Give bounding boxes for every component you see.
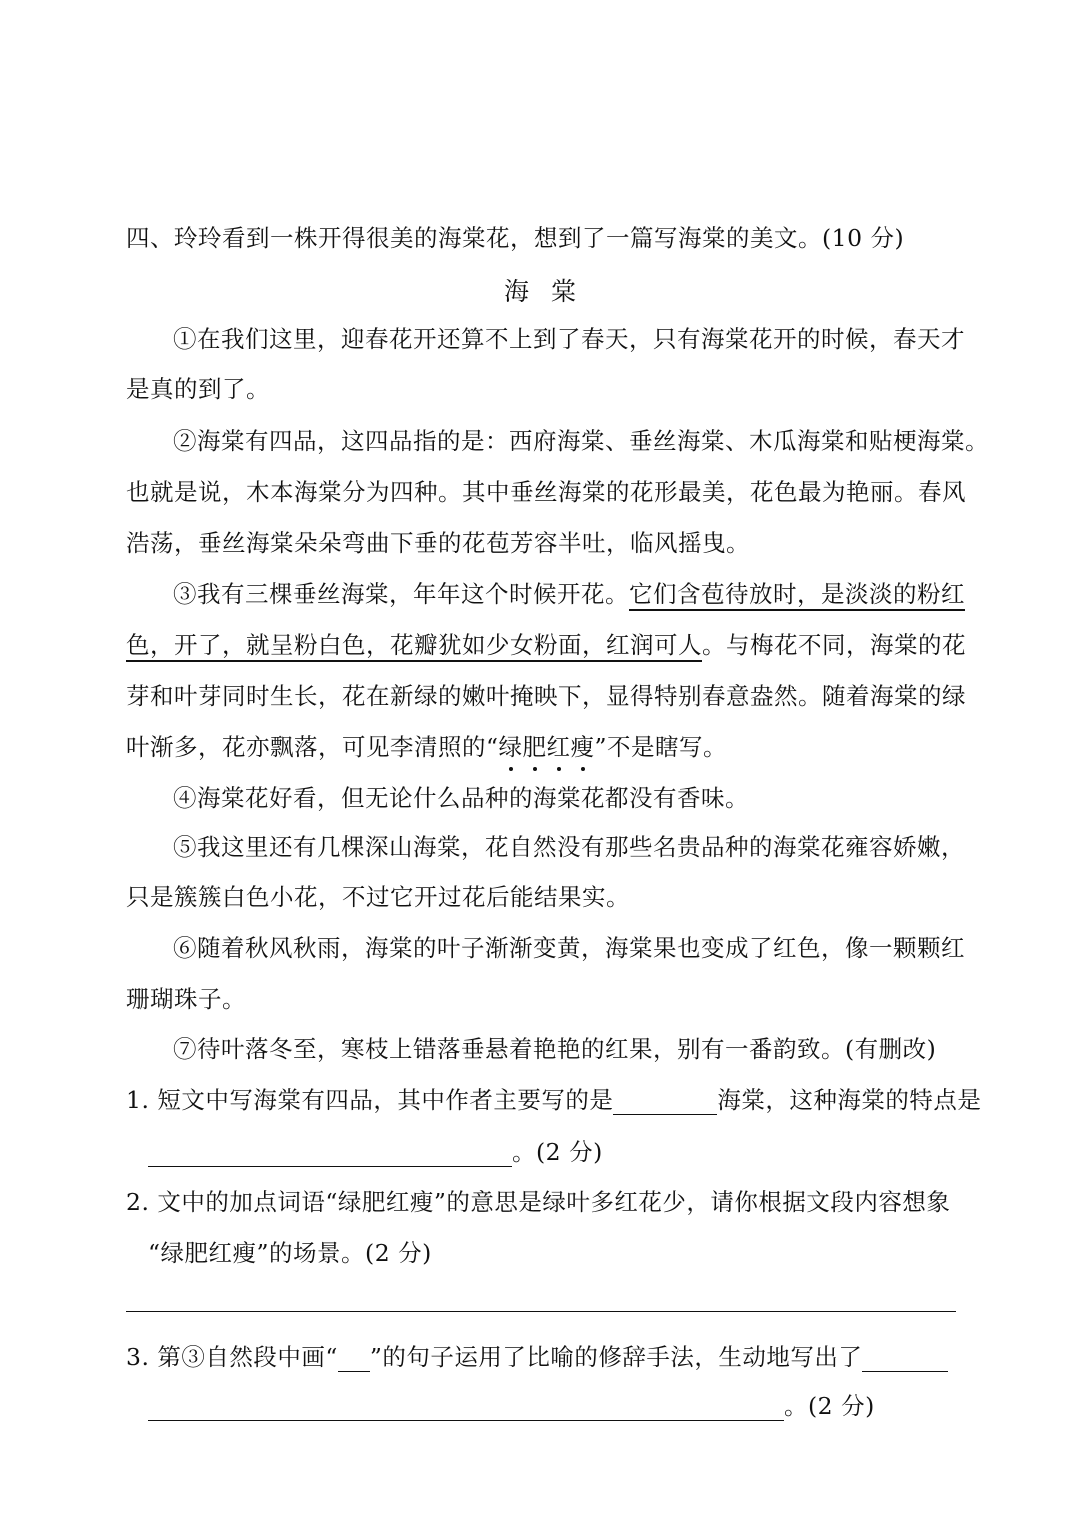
question-3-points: 。(2 分)	[784, 1392, 875, 1420]
underline-sample	[338, 1345, 370, 1372]
paragraph-4-line-1: ④海棠花好看，但无论什么品种的海棠花都没有香味。	[173, 784, 749, 812]
paragraph-2-line-3: 浩荡，垂丝海棠朵朵弯曲下垂的花苞芳容半吐，临风摇曳。	[126, 529, 750, 557]
question-2-line-2: “绿肥红瘦”的场景。(2 分)	[148, 1239, 432, 1267]
question-2-line-1: 2. 文中的加点词语“绿肥红瘦”的意思是绿叶多红花少，请你根据文段内容想象	[126, 1188, 951, 1216]
paragraph-3-line-2	[126, 630, 966, 660]
section-heading: 四、玲玲看到一株开得很美的海棠花，想到了一篇写海棠的美文。(10 分)	[126, 224, 905, 252]
paragraph-3-text: ”不是瞎写。	[594, 733, 728, 761]
question-1-points: 。(2 分)	[512, 1138, 603, 1166]
dotted-char: 绿	[498, 733, 523, 761]
paragraph-3-line-3: 芽和叶芽同时生长，花在新绿的嫩叶掩映下，显得特别春意盎然。随着海棠的绿	[126, 682, 966, 710]
paragraph-3-text: 叶渐多，花亦飘落，可见李清照的“	[126, 733, 499, 761]
dotted-char: 瘦	[570, 733, 595, 761]
dotted-char: 肥	[522, 733, 547, 761]
paragraph-5-line-2: 只是簇簇白色小花，不过它开过花后能结果实。	[126, 883, 630, 911]
answer-blank[interactable]	[148, 1140, 512, 1167]
underlined-sentence-part-1: 它们含苞待放时，是淡淡的粉红	[629, 580, 965, 608]
answer-blank[interactable]	[862, 1345, 948, 1372]
paragraph-1-line-2: 是真的到了。	[126, 375, 270, 403]
question-1-line-2	[148, 1137, 603, 1167]
passage-title: 海棠	[503, 277, 598, 306]
question-1-line-1	[126, 1085, 981, 1115]
paragraph-6-line-1: ⑥随着秋风秋雨，海棠的叶子渐渐变黄，海棠果也变成了红色，像一颗颗红	[173, 934, 965, 962]
question-3-line-1	[126, 1342, 948, 1372]
answer-line[interactable]	[126, 1311, 956, 1312]
underlined-sentence-part-2: 色，开了，就呈粉白色，花瓣犹如少女粉面，红润可人	[126, 631, 702, 659]
paragraph-5-line-1: ⑤我这里还有几棵深山海棠，花自然没有那些名贵品种的海棠花雍容娇嫩，	[173, 833, 965, 861]
question-3-line-2	[148, 1391, 875, 1421]
paragraph-2-line-2: 也就是说，木本海棠分为四种。其中垂丝海棠的花形最美，花色最为艳丽。春风	[126, 478, 966, 506]
answer-blank[interactable]	[613, 1088, 717, 1115]
paragraph-2-line-1: ②海棠有四品，这四品指的是：西府海棠、垂丝海棠、木瓜海棠和贴梗海棠。	[173, 427, 989, 455]
paragraph-7-line-1: ⑦待叶落冬至，寒枝上错落垂悬着艳艳的红果，别有一番韵致。(有删改)	[173, 1035, 937, 1063]
paragraph-3-text: 。与梅花不同，海棠的花	[702, 631, 966, 659]
question-3-text: ”的句子运用了比喻的修辞手法，生动地写出了	[369, 1343, 863, 1371]
paragraph-3-line-1	[173, 579, 965, 609]
answer-blank[interactable]	[148, 1394, 784, 1421]
question-1-text: 海棠，这种海棠的特点是	[717, 1086, 982, 1114]
paragraph-6-line-2: 珊瑚珠子。	[126, 985, 246, 1013]
question-3-text: 3. 第③自然段中画“	[126, 1343, 338, 1371]
question-1-text: 1. 短文中写海棠有四品，其中作者主要写的是	[126, 1086, 614, 1114]
paragraph-3-line-4	[126, 732, 727, 762]
paragraph-1-line-1: ①在我们这里，迎春花开还算不上到了春天，只有海棠花开的时候，春天才	[173, 325, 965, 353]
dotted-char: 红	[546, 733, 571, 761]
paragraph-3-text: ③我有三棵垂丝海棠，年年这个时候开花。	[173, 580, 629, 608]
